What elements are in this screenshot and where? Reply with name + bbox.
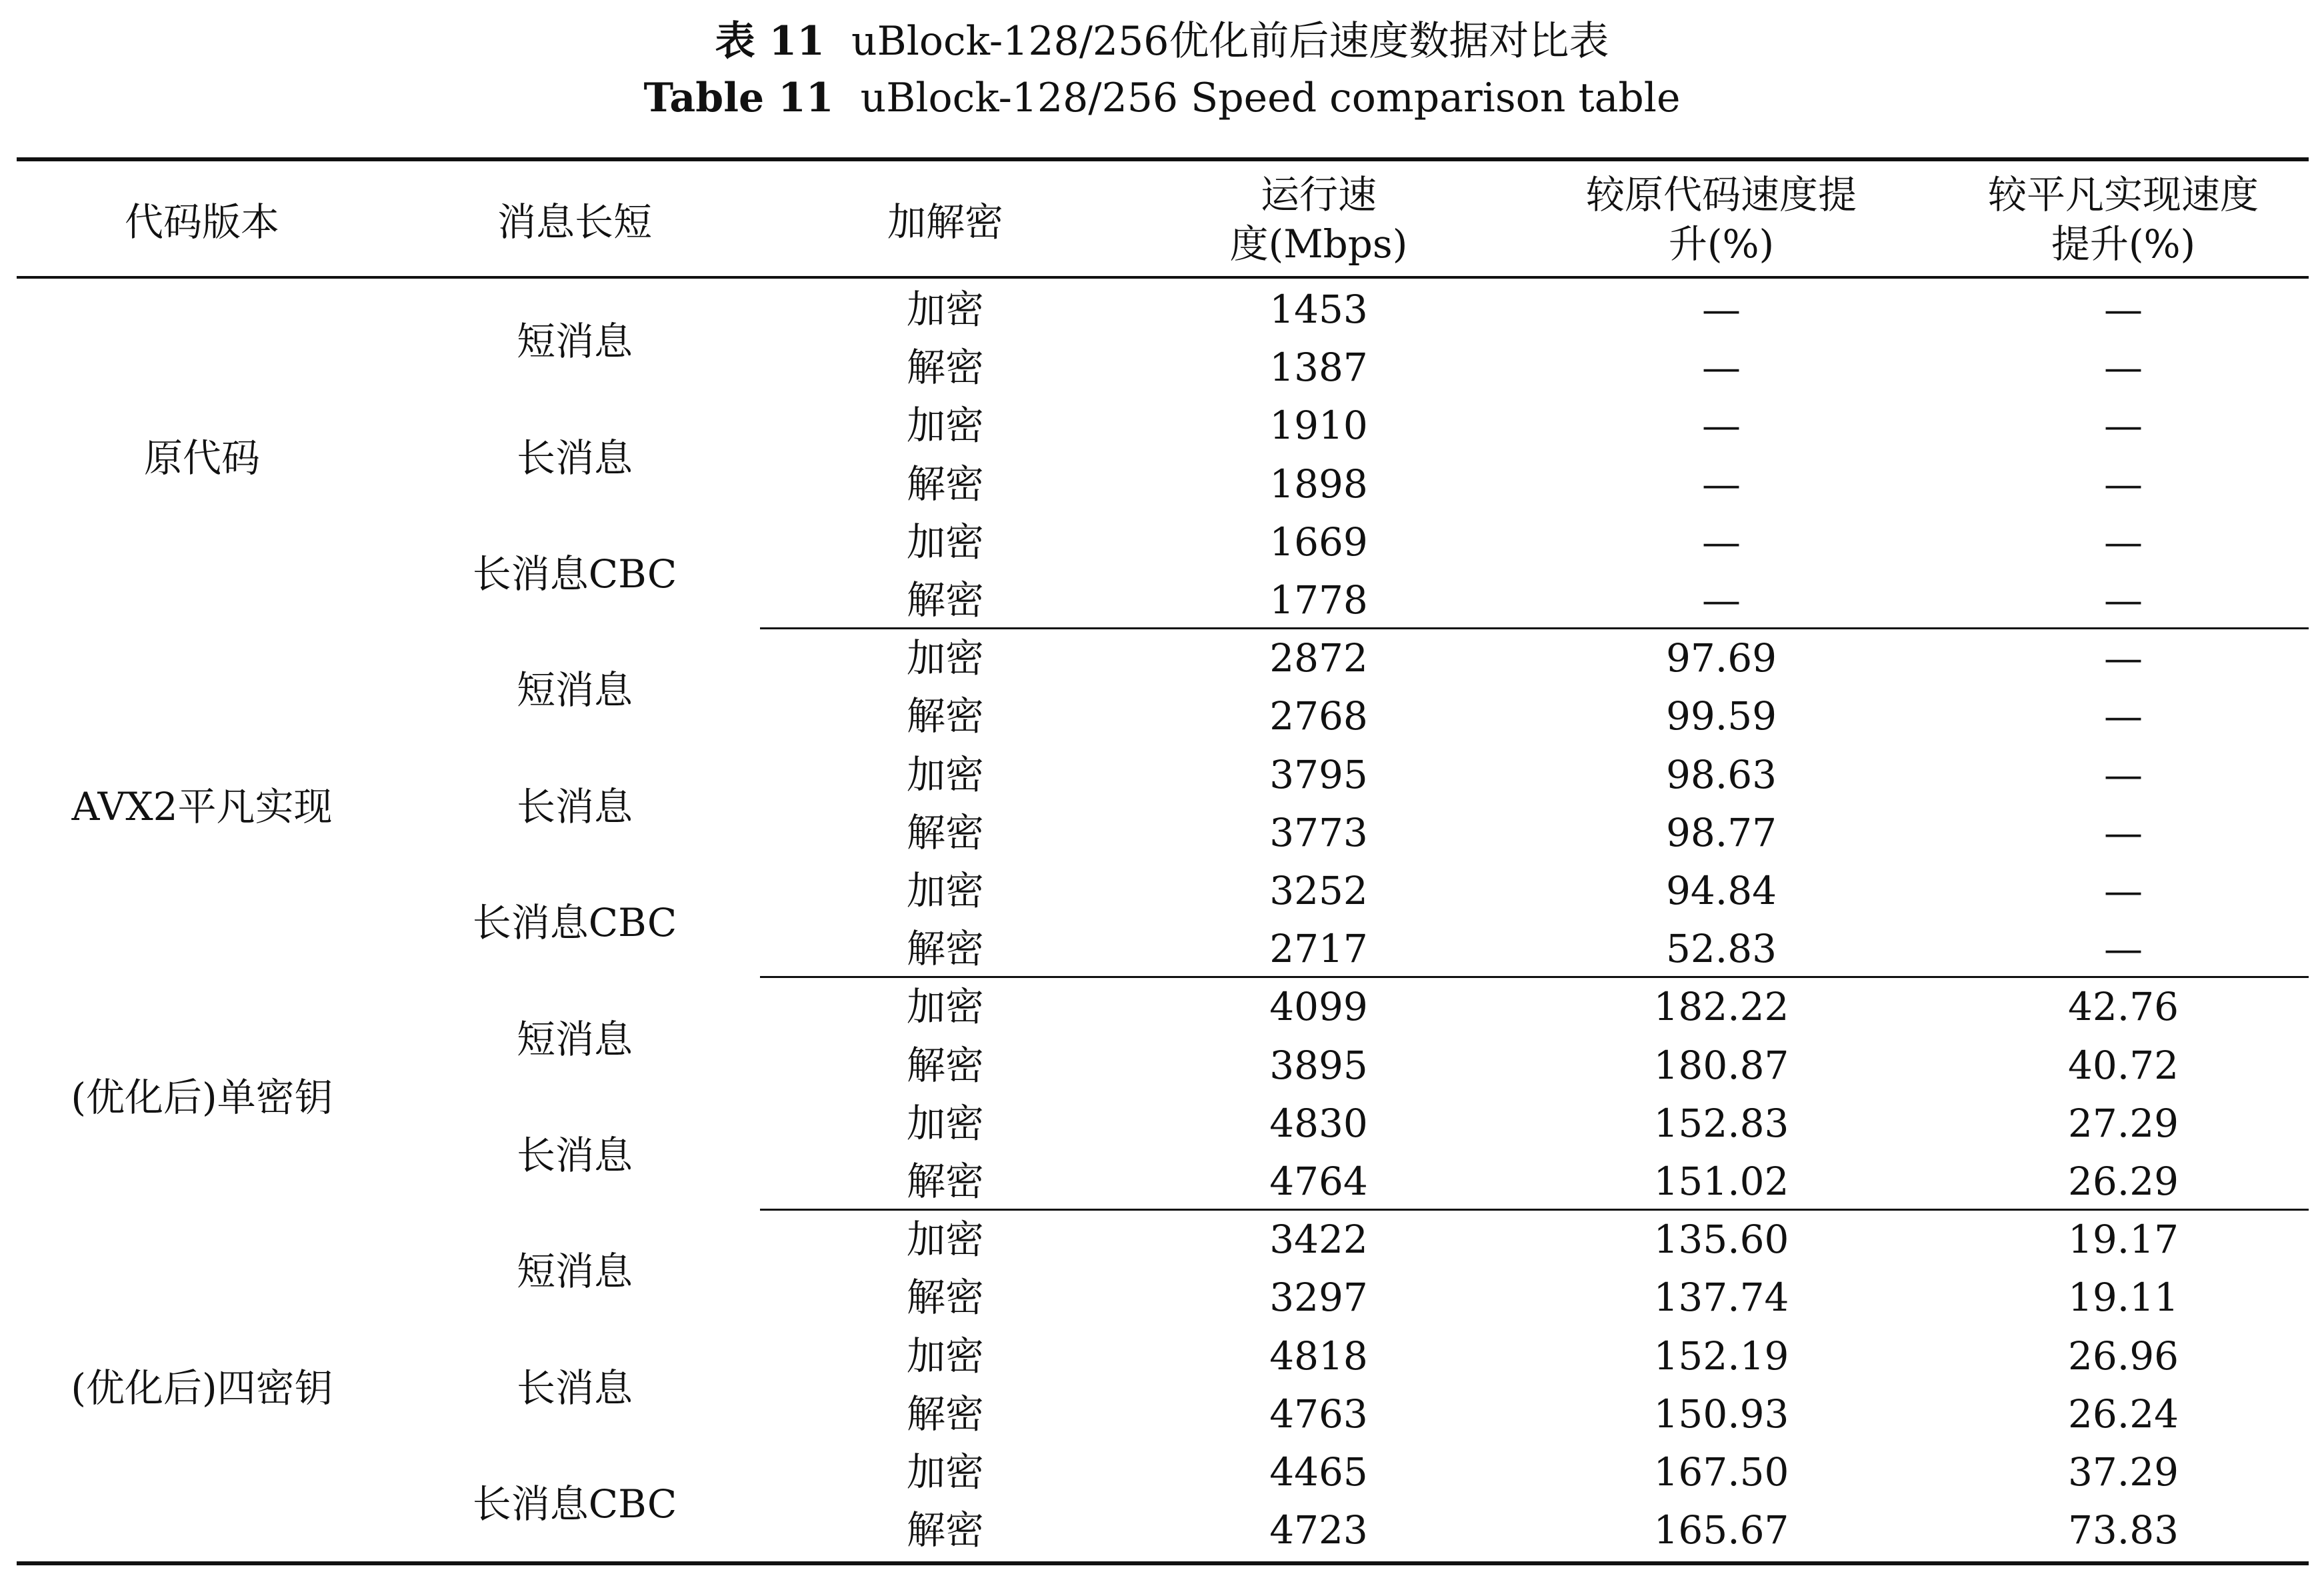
cell-vs-original: 98.77 (1665, 809, 1777, 855)
cell-operation: 解密 (906, 1159, 984, 1204)
cell-vs-original: 98.63 (1665, 751, 1777, 797)
cell-operation: 加密 (906, 868, 984, 913)
cell-operation: 加密 (906, 984, 984, 1030)
cell-vs-original: — (1702, 287, 1741, 332)
cell-message-length: 短消息 (516, 667, 633, 713)
cell-operation: 解密 (906, 926, 984, 972)
cell-speed: 2768 (1269, 693, 1368, 739)
cell-vs-original: 151.02 (1653, 1159, 1789, 1204)
column-header (388, 197, 761, 247)
cell-vs-original: 99.59 (1665, 693, 1777, 739)
column-header (759, 197, 1132, 247)
cell-vs-plain: — (2104, 926, 2143, 972)
cell-code-version: AVX2平凡实现 (71, 783, 333, 829)
cell-speed: 4465 (1269, 1449, 1368, 1495)
cell-operation: 加密 (906, 403, 984, 449)
cell-speed: 1898 (1269, 461, 1368, 507)
cell-vs-plain: 19.17 (2067, 1217, 2179, 1263)
cell-operation: 解密 (906, 577, 984, 623)
cell-message-length: 长消息CBC (472, 900, 677, 946)
cell-operation: 加密 (906, 1333, 984, 1379)
cell-vs-original: 165.67 (1653, 1507, 1789, 1553)
cell-vs-plain: — (2104, 751, 2143, 797)
table-bottom-rule (17, 1561, 2309, 1565)
cell-vs-plain: 26.29 (2067, 1159, 2179, 1204)
cell-operation: 解密 (906, 461, 984, 507)
cell-message-length: 短消息 (516, 1016, 633, 1062)
cell-vs-original: 97.69 (1665, 635, 1777, 681)
cell-vs-original: — (1702, 519, 1741, 565)
table-top-rule (17, 157, 2309, 161)
cell-message-length: 长消息CBC (472, 1481, 677, 1527)
cell-speed: 3297 (1269, 1275, 1368, 1321)
caption-zh-label: 表 11 (715, 18, 825, 65)
cell-vs-original: — (1702, 403, 1741, 449)
cell-speed: 4830 (1269, 1100, 1368, 1146)
cell-vs-original: — (1702, 461, 1741, 507)
cell-speed: 4764 (1269, 1159, 1368, 1204)
cell-vs-original: 180.87 (1653, 1042, 1789, 1088)
cell-vs-plain: 37.29 (2067, 1449, 2179, 1495)
cell-vs-plain: — (2104, 635, 2143, 681)
column-header-line: 较平凡实现速度 (1987, 172, 2259, 217)
cell-speed: 4723 (1269, 1507, 1368, 1553)
header-bottom-rule (17, 276, 2309, 279)
cell-speed: 3895 (1269, 1042, 1368, 1088)
cell-vs-original: 167.50 (1653, 1449, 1789, 1495)
cell-operation: 加密 (906, 287, 984, 332)
column-header-line: 升(%) (1668, 221, 1775, 267)
cell-operation: 加密 (906, 519, 984, 565)
caption-en-text: uBlock-128/256 Speed comparison table (860, 75, 1681, 121)
cell-vs-original: 135.60 (1653, 1217, 1789, 1263)
cell-speed: 2717 (1269, 926, 1368, 972)
cell-vs-plain: — (2104, 345, 2143, 391)
cell-speed: 4099 (1269, 984, 1368, 1030)
cell-vs-plain: 40.72 (2067, 1042, 2179, 1088)
cell-vs-plain: — (2104, 577, 2143, 623)
cell-speed: 1778 (1269, 577, 1368, 623)
cell-vs-original: — (1702, 577, 1741, 623)
cell-vs-original: 152.83 (1653, 1100, 1789, 1146)
table-caption-zh (0, 9, 2324, 67)
cell-message-length: 长消息CBC (472, 551, 677, 597)
column-header-line: 较原代码速度提 (1585, 172, 1857, 217)
cell-vs-plain: — (2104, 519, 2143, 565)
cell-message-length: 长消息 (516, 1365, 633, 1411)
cell-vs-plain: 19.11 (2067, 1275, 2179, 1321)
cell-vs-plain: 26.24 (2067, 1391, 2179, 1437)
column-header-line: 提升(%) (2051, 221, 2196, 267)
cell-vs-plain: — (2104, 403, 2143, 449)
cell-vs-original: 94.84 (1665, 868, 1777, 913)
cell-vs-plain: — (2104, 868, 2143, 913)
cell-vs-plain: 73.83 (2067, 1507, 2179, 1553)
cell-speed: 4763 (1269, 1391, 1368, 1437)
cell-code-version: (优化后)四密钥 (71, 1365, 333, 1411)
cell-operation: 加密 (906, 635, 984, 681)
cell-speed: 4818 (1269, 1333, 1368, 1379)
cell-operation: 加密 (906, 1449, 984, 1495)
cell-vs-plain: 27.29 (2067, 1100, 2179, 1146)
cell-vs-plain: — (2104, 809, 2143, 855)
cell-vs-original: — (1702, 345, 1741, 391)
cell-operation: 解密 (906, 345, 984, 391)
cell-vs-plain: 26.96 (2067, 1333, 2179, 1379)
cell-vs-original: 182.22 (1653, 984, 1789, 1030)
column-header (15, 197, 389, 247)
cell-speed: 3422 (1269, 1217, 1368, 1263)
cell-vs-original: 52.83 (1665, 926, 1777, 972)
cell-operation: 加密 (906, 1217, 984, 1263)
cell-vs-plain: — (2104, 287, 2143, 332)
cell-vs-plain: — (2104, 693, 2143, 739)
column-header-line: 加解密 (887, 199, 1003, 245)
cell-speed: 2872 (1269, 635, 1368, 681)
cell-speed: 1453 (1269, 287, 1368, 332)
cell-operation: 加密 (906, 751, 984, 797)
cell-operation: 解密 (906, 1042, 984, 1088)
column-header-line: 消息长短 (497, 199, 652, 245)
cell-operation: 解密 (906, 693, 984, 739)
cell-vs-original: 152.19 (1653, 1333, 1789, 1379)
column-header (1937, 170, 2310, 269)
cell-speed: 3252 (1269, 868, 1368, 913)
cell-speed: 3773 (1269, 809, 1368, 855)
cell-operation: 加密 (906, 1100, 984, 1146)
cell-operation: 解密 (906, 1275, 984, 1321)
column-header-line: 度(Mbps) (1229, 221, 1408, 267)
cell-vs-plain: — (2104, 461, 2143, 507)
cell-operation: 解密 (906, 1391, 984, 1437)
cell-speed: 1910 (1269, 403, 1368, 449)
cell-speed: 1669 (1269, 519, 1368, 565)
cell-message-length: 长消息 (516, 1133, 633, 1178)
cell-code-version: 原代码 (143, 435, 260, 481)
column-header-line: 运行速 (1260, 172, 1377, 217)
cell-message-length: 长消息 (516, 435, 633, 481)
cell-message-length: 长消息 (516, 783, 633, 829)
cell-message-length: 短消息 (516, 1249, 633, 1295)
caption-en-label: Table 11 (643, 75, 834, 121)
cell-message-length: 短消息 (516, 319, 633, 365)
table-caption-en (0, 75, 2324, 121)
cell-operation: 解密 (906, 1507, 984, 1553)
caption-zh-text: uBlock-128/256优化前后速度数据对比表 (851, 18, 1609, 65)
cell-speed: 3795 (1269, 751, 1368, 797)
cell-operation: 解密 (906, 809, 984, 855)
cell-vs-original: 150.93 (1653, 1391, 1789, 1437)
cell-vs-original: 137.74 (1653, 1275, 1789, 1321)
column-header-line: 代码版本 (124, 199, 279, 245)
cell-vs-plain: 42.76 (2067, 984, 2179, 1030)
column-header (1132, 170, 1505, 269)
cell-speed: 1387 (1269, 345, 1368, 391)
cell-code-version: (优化后)单密钥 (71, 1074, 333, 1120)
column-header (1535, 170, 1908, 269)
